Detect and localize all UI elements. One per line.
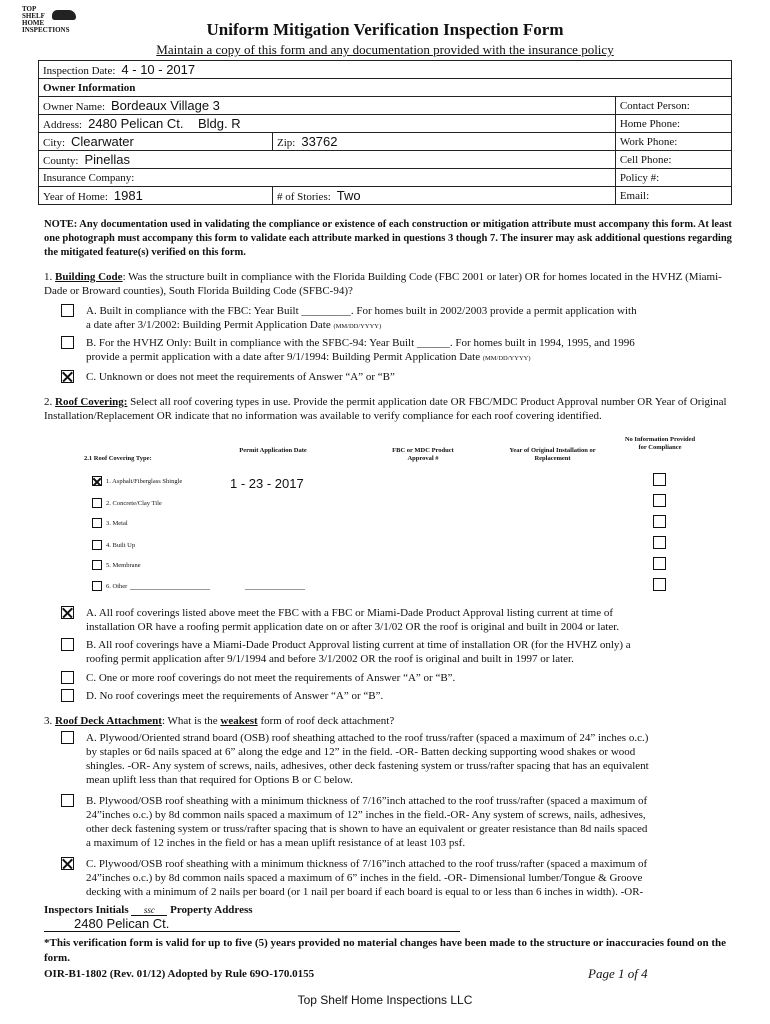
contact-person-cell[interactable]: Contact Person: <box>615 97 731 115</box>
roof-type-4-noinfo-checkbox[interactable] <box>653 536 666 549</box>
city-value: Clearwater <box>71 134 134 149</box>
col-fbc-approval: FBC or MDC Product Approval # <box>392 447 454 462</box>
q2-option-c: C. One or more roof coverings do not meet the requirements of Answer “A” or “B”. <box>86 672 456 684</box>
stories-value: Two <box>336 188 361 203</box>
inspector-initials[interactable]: ssc <box>131 905 167 916</box>
inspection-date-value: 4 - 10 - 2017 <box>121 62 196 77</box>
roof-type-2-checkbox[interactable] <box>92 498 102 508</box>
logo-line-2: SHELF <box>22 12 45 20</box>
owner-name-value: Bordeaux Village 3 <box>111 98 220 113</box>
stories-cell[interactable]: # of Stories: Two <box>273 187 616 205</box>
roof-type-6-checkbox[interactable] <box>92 581 102 591</box>
roof-type-1-noinfo-checkbox[interactable] <box>653 473 666 486</box>
q3-option-a-checkbox[interactable] <box>61 731 74 744</box>
inspection-date-cell[interactable]: Inspection Date: 4 - 10 - 2017 <box>39 61 732 79</box>
q3-option-c-checkbox[interactable] <box>61 857 74 870</box>
roof-type-1-permit-date: 1 - 23 - 2017 <box>230 476 304 491</box>
county-cell[interactable]: County: Pinellas <box>39 151 616 169</box>
zip-cell[interactable]: Zip: 33762 <box>273 133 616 151</box>
work-phone-cell[interactable]: Work Phone: <box>615 133 731 151</box>
roof-type-4-checkbox[interactable] <box>92 540 102 550</box>
roof-type-2-noinfo-checkbox[interactable] <box>653 494 666 507</box>
q2-title: Roof Covering: <box>55 396 128 408</box>
q1-title: Building Code <box>55 271 123 283</box>
col-year-installed: Year of Original Installation or Replacement <box>509 447 596 462</box>
q2-option-a: A. All roof coverings listed above meet the FBC with a FBC or Miami-Dade Product Approval listing current at time of installation OR have a roofing permit application date on or after 3/1/02 OR the roof is original and built in 2004 or later. <box>86 607 620 633</box>
q3-title: Roof Deck Attachment <box>55 715 162 727</box>
q3-option-a: A. Plywood/Oriented strand board (OSB) roof sheathing attached to the roof truss/rafter (spaced a maximum of 24” inches o.c.) by staples or 6d nails spaced at 6” along the edge and 12” in the field. -OR- Batten decking supporting wood shakes or wood shingles. -OR- Any system of screws, nails, adhesives, other deck fastening system or truss/rafter spacing that has an equivalent mean uplift less than that required for Options B or C below. <box>86 732 649 786</box>
roof-type-3-noinfo-checkbox[interactable] <box>653 515 666 528</box>
address-value: 2480 Pelican Ct. Bldg. R <box>88 116 241 131</box>
roof-type-2-label: 2. Concrete/Clay Tile <box>106 500 162 507</box>
logo-line-4: INSPECTIONS <box>22 26 70 34</box>
owner-name-cell[interactable]: Owner Name: Bordeaux Village 3 <box>39 97 616 115</box>
form-id: OIR-B1-1802 (Rev. 01/12) Adopted by Rule 69O-170.0155 <box>44 968 315 980</box>
q3-option-b-checkbox[interactable] <box>61 794 74 807</box>
roof-type-3-checkbox[interactable] <box>92 518 102 528</box>
roof-type-4-label: 4. Built Up <box>106 542 136 549</box>
owner-info-table <box>38 60 732 205</box>
col-permit-date: Permit Application Date <box>239 447 307 454</box>
q3-option-b: B. Plywood/OSB roof sheathing with a minimum thickness of 7/16”inch attached to the roof truss/rafter (spaced a maximum of 24”inches o.c.) by 8d common nails spaced a maximum of 12” inches in the field.-OR- Any system of screws, nails, adhesives, other deck fastening system or truss/rafter spacing that is shown to have an equivalent or greater resistance than 8d nails spaced a maximum of 12 inches in the field or has a mean uplift resistance of at least 103 psf. <box>86 795 648 849</box>
year-of-home-value: 1981 <box>113 188 143 203</box>
policy-cell[interactable]: Policy #: <box>615 169 731 187</box>
q1-option-a: A. Built in compliance with the FBC: Year Built _________. For homes built in 2002/2003 provide a permit application with a date after 3/1/2002: Building Permit Application Date (MM/DD/YYYY) <box>86 305 637 331</box>
q2-option-c-checkbox[interactable] <box>61 671 74 684</box>
q2-option-b: B. All roof coverings have a Miami-Dade Product Approval listing current at time of installation OR (for the HVHZ only) a roofing permit application after 9/1/1994 and before 3/1/2002 OR the roof is original and built in 1997 or later. <box>86 639 631 665</box>
validity-notice: *This verification form is valid for up to five (5) years provided no material changes have been made to the structure or inaccuracies found on the form. <box>44 937 727 964</box>
q1-text: 1. Building Code: Was the structure built in compliance with the Florida Building Code (FBC 2001 or later) OR for homes located in the HVHZ (Miami-Dade or Broward counties), South Florida Building Code (SFBC-94)? <box>44 271 722 297</box>
address-cell[interactable]: Address: 2480 Pelican Ct. Bldg. R <box>39 115 616 133</box>
roof-other-date-line <box>245 589 305 590</box>
roof-type-5-checkbox[interactable] <box>92 560 102 570</box>
q2-text: 2. Roof Covering: Select all roof covering types in use. Provide the permit application date OR FBC/MDC Product Approval number OR Year of Original Installation/Replacement OR indicate that no information was available to verify compliance for each roof covering identified. <box>44 396 727 422</box>
q1-option-c-checkbox[interactable] <box>61 370 74 383</box>
logo-line-3: HOME <box>22 19 45 27</box>
insurance-company-cell[interactable]: Insurance Company: <box>39 169 616 187</box>
col-roof-type: 2.1 Roof Covering Type: <box>84 455 152 462</box>
q1-option-c: C. Unknown or does not meet the requirements of Answer “A” or “B” <box>86 371 395 383</box>
roof-type-1-label: 1. Asphalt/Fiberglass Shingle <box>106 478 183 485</box>
q3-text: 3. Roof Deck Attachment: What is the weakest form of roof deck attachment? <box>44 715 395 727</box>
roof-type-5-label: 5. Membrane <box>106 562 141 569</box>
roof-type-5-noinfo-checkbox[interactable] <box>653 557 666 570</box>
inspector-line: Inspectors Initials ssc Property Address2480 Pelican Ct. <box>44 904 664 932</box>
roof-type-6-noinfo-checkbox[interactable] <box>653 578 666 591</box>
q2-option-a-checkbox[interactable] <box>61 606 74 619</box>
q1-option-a-checkbox[interactable] <box>61 304 74 317</box>
note-text: NOTE: Any documentation used in validating the compliance or existence of each construction or mitigation attribute must accompany this form. At least one photograph must accompany this form to validate each attribute marked in questions 3 though 7. The insurer may ask additional questions regarding the mitigated feature(s) verified on this form. <box>44 219 732 258</box>
home-phone-cell[interactable]: Home Phone: <box>615 115 731 133</box>
form-subtitle: Maintain a copy of this form and any documentation provided with the insurance policy <box>156 42 614 57</box>
zip-value: 33762 <box>301 134 338 149</box>
city-cell[interactable]: City: Clearwater <box>39 133 273 151</box>
company-footer: Top Shelf Home Inspections LLC <box>297 993 473 1007</box>
q2-option-b-checkbox[interactable] <box>61 638 74 651</box>
form-title: Uniform Mitigation Verification Inspection Form <box>206 20 564 39</box>
year-of-home-cell[interactable]: Year of Home: 1981 <box>39 187 273 205</box>
roof-type-6-label: 6. Other <box>106 583 128 590</box>
q2-option-d: D. No roof coverings meet the requirements of Answer “A” or “B”. <box>86 690 384 702</box>
q3-option-c: C. Plywood/OSB roof sheathing with a minimum thickness of 7/16”inch attached to the roof truss/rafter (spaced a maximum of 24”inches o.c.) by 8d common nails spaced a maximum of 6” inches in the field. -OR- Dimensional lumber/Tongue & Groove decking with a minimum of 2 nails per board (or 1 nail per board if each board is equal to or less than 6 inches in width). -OR- <box>86 858 648 898</box>
roof-other-line <box>130 589 210 590</box>
owner-info-heading: Owner Information <box>39 79 732 97</box>
county-value: Pinellas <box>84 152 130 167</box>
car-icon <box>52 10 76 20</box>
roof-type-3-label: 3. Metal <box>106 520 128 527</box>
q1-option-b: B. For the HVHZ Only: Built in compliance with the SFBC-94: Year Built ______. For homes built in 1994, 1995, and 1996 provide a permit application with a date after 9/1/1994: Building Permit Application Date (MM/DD/YYYY) <box>86 337 635 363</box>
page-number: Page 1 of 4 <box>588 966 648 981</box>
email-cell[interactable]: Email: <box>615 187 731 205</box>
col-no-info: No Information Provided for Compliance <box>624 436 696 451</box>
roof-type-1-checkbox[interactable] <box>92 476 102 486</box>
property-address[interactable]: 2480 Pelican Ct. <box>44 916 460 932</box>
logo-line-1: TOP <box>22 5 37 13</box>
cell-phone-cell[interactable]: Cell Phone: <box>615 151 731 169</box>
q1-option-b-checkbox[interactable] <box>61 336 74 349</box>
q2-option-d-checkbox[interactable] <box>61 689 74 702</box>
